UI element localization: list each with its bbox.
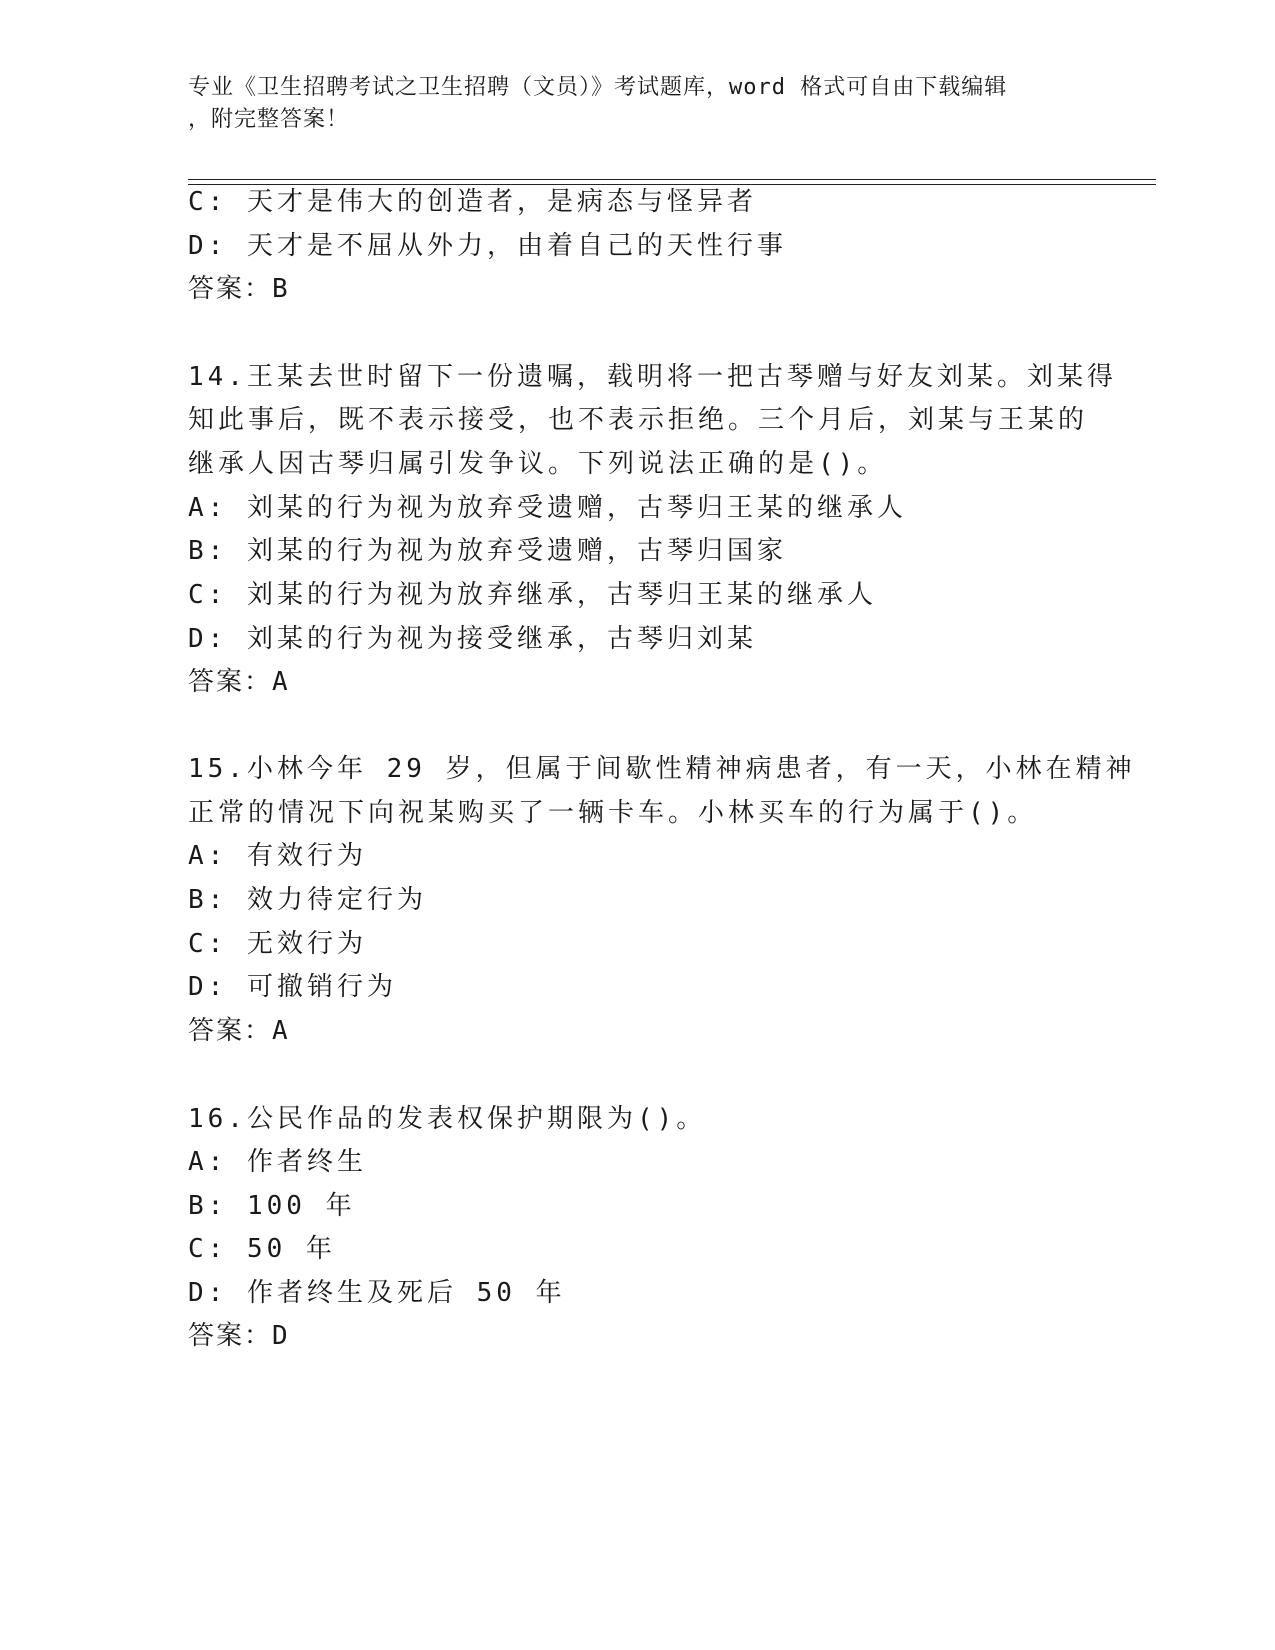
q16-stem-line-1: 16.公民作品的发表权保护期限为()。 <box>188 1104 707 1134</box>
q15-option-c: C: 无效行为 <box>188 929 367 959</box>
q15-stem-line-2: 正常的情况下向祝某购买了一辆卡车。小林买车的行为属于()。 <box>188 798 1038 828</box>
q13-option-c: C: 天才是伟大的创造者，是病态与怪异者 <box>188 187 757 217</box>
header-line-1: 专业《卫生招聘考试之卫生招聘（文员）》考试题库，word 格式可自由下载编辑 <box>188 75 1008 100</box>
q16-option-c: C: 50 年 <box>188 1234 336 1264</box>
q14-stem-line-3: 继承人因古琴归属引发争议。下列说法正确的是()。 <box>188 449 888 479</box>
q14-stem-line-1: 14.王某去世时留下一份遗嘱，载明将一把古琴赠与好友刘某。刘某得 <box>188 362 1117 392</box>
q15-option-a: A: 有效行为 <box>188 841 367 871</box>
q14-answer: 答案：A <box>188 667 290 697</box>
q15-option-b: B: 效力待定行为 <box>188 885 427 915</box>
q14-option-c: C: 刘某的行为视为放弃继承，古琴归王某的继承人 <box>188 580 877 610</box>
q14-stem-line-2: 知此事后，既不表示接受，也不表示拒绝。三个月后，刘某与王某的 <box>188 405 1089 435</box>
q15-answer: 答案：A <box>188 1016 290 1046</box>
q14-option-d: D: 刘某的行为视为接受继承，古琴归刘某 <box>188 624 757 654</box>
header-line-2: ，附完整答案！ <box>188 107 350 132</box>
q16-answer: 答案：D <box>188 1321 290 1351</box>
q16-option-d: D: 作者终生及死后 50 年 <box>188 1278 566 1308</box>
q16-option-a: A: 作者终生 <box>188 1147 367 1177</box>
q14-option-b: B: 刘某的行为视为放弃受遗赠，古琴归国家 <box>188 536 787 566</box>
document-header <box>188 72 1088 136</box>
q16-option-b: B: 100 年 <box>188 1191 356 1221</box>
header-divider-top <box>188 179 1156 180</box>
q15-stem-line-1: 15.小林今年 29 岁，但属于间歇性精神病患者，有一天，小林在精神 <box>188 754 1136 784</box>
q13-answer: 答案：B <box>188 274 290 304</box>
q15-option-d: D: 可撤销行为 <box>188 972 397 1002</box>
q14-option-a: A: 刘某的行为视为放弃受遗赠，古琴归王某的继承人 <box>188 493 907 523</box>
q13-option-d: D: 天才是不屈从外力，由着自己的天性行事 <box>188 231 787 261</box>
